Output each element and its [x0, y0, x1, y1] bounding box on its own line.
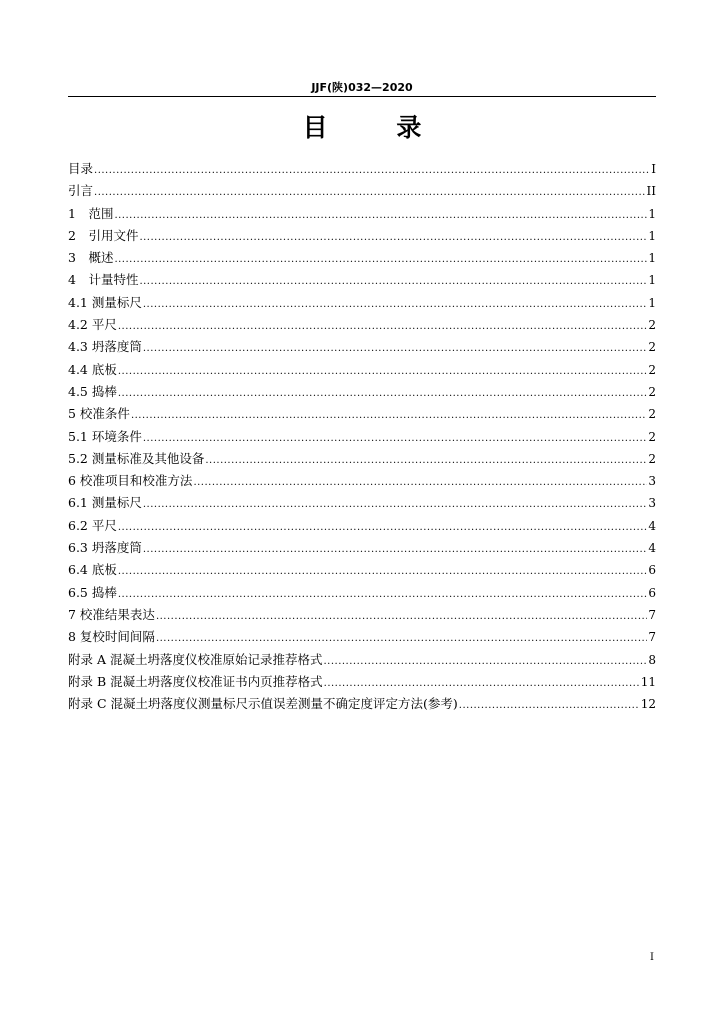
- toc-entry-page-number: 8: [648, 652, 656, 667]
- toc-entry-label: 目录: [68, 161, 94, 176]
- toc-entry-label: 6 校准项目和校准方法: [68, 473, 193, 489]
- toc-entry[interactable]: [68, 403, 656, 425]
- toc-entry[interactable]: [68, 381, 656, 403]
- toc-entry-label: 引言: [68, 183, 94, 199]
- toc-leader-dots: [94, 182, 646, 204]
- toc-entry-page-number: 2: [648, 429, 656, 444]
- toc-entry-page-number: 12: [640, 697, 656, 712]
- toc-entry[interactable]: [68, 671, 656, 693]
- toc-leader-dots: [139, 227, 647, 249]
- toc-leader-dots: [139, 271, 647, 293]
- toc-entry-label: 4.3 坍落度筒: [68, 339, 142, 355]
- toc-leader-dots: [118, 561, 648, 583]
- toc-title: 目 录: [302, 113, 452, 142]
- toc-entry-label: 附录 C 混凝土坍落度仪测量标尺示值误差测量不确定度评定方法(参考): [68, 696, 458, 712]
- page-number: I: [650, 952, 654, 963]
- toc-entry-page-number: 2: [648, 407, 656, 422]
- toc-entry-page-number: 6: [648, 585, 656, 600]
- toc-leader-dots: [143, 428, 648, 450]
- toc-entry[interactable]: [68, 314, 656, 336]
- toc-entry-page-number: 2: [648, 362, 656, 377]
- toc-entry[interactable]: [68, 203, 656, 225]
- toc-leader-dots: [323, 651, 647, 673]
- toc-leader-dots: [324, 673, 640, 695]
- toc-leader-dots: [114, 249, 647, 271]
- toc-entry-label: 4 计量特性: [68, 272, 139, 288]
- header-rule: [68, 96, 656, 97]
- toc-entry-label: 6.2 平尺: [68, 517, 117, 533]
- toc-entry-label: 6.5 捣棒: [68, 584, 117, 600]
- toc-entry[interactable]: [68, 470, 656, 492]
- document-code-header: JJF(陕)032—2020: [311, 81, 413, 94]
- toc-entry[interactable]: [68, 269, 656, 291]
- toc-entry[interactable]: [68, 582, 656, 604]
- toc-entry[interactable]: [68, 158, 656, 180]
- toc-leader-dots: [156, 628, 647, 650]
- toc-leader-dots: [459, 695, 640, 717]
- toc-entry-label: 4.1 测量标尺: [68, 294, 142, 310]
- toc-entry[interactable]: [68, 426, 656, 448]
- toc-entry[interactable]: [68, 225, 656, 247]
- toc-entry-page-number: 7: [648, 630, 656, 645]
- toc-entry-page-number: 7: [648, 607, 656, 622]
- toc-leader-dots: [118, 383, 648, 405]
- toc-entry-page-number: 2: [648, 318, 656, 333]
- table-of-contents: [68, 158, 656, 715]
- toc-entry-label: 5.2 测量标准及其他设备: [68, 450, 205, 466]
- toc-entry[interactable]: [68, 336, 656, 358]
- toc-entry[interactable]: [68, 180, 656, 202]
- toc-leader-dots: [94, 160, 650, 182]
- toc-leader-dots: [143, 294, 648, 316]
- toc-entry-page-number: 4: [648, 518, 656, 533]
- toc-leader-dots: [118, 517, 648, 539]
- toc-leader-dots: [131, 405, 647, 427]
- toc-leader-dots: [156, 606, 647, 628]
- toc-entry-page-number: 3: [648, 496, 656, 511]
- toc-leader-dots: [114, 205, 647, 227]
- toc-entry-label: 5 校准条件: [68, 406, 130, 422]
- toc-entry-label: 6.1 测量标尺: [68, 495, 142, 511]
- toc-entry-page-number: 3: [648, 474, 656, 489]
- toc-entry-page-number: I: [651, 162, 656, 176]
- toc-entry[interactable]: [68, 626, 656, 648]
- toc-entry[interactable]: [68, 292, 656, 314]
- toc-entry-label: 6.3 坍落度筒: [68, 540, 142, 556]
- toc-entry-label: 附录 B 混凝土坍落度仪校准证书内页推荐格式: [68, 673, 323, 689]
- toc-entry-page-number: 6: [648, 563, 656, 578]
- toc-entry-page-number: 1: [648, 295, 656, 310]
- toc-leader-dots: [205, 450, 647, 472]
- toc-leader-dots: [118, 584, 648, 606]
- toc-entry-page-number: 2: [648, 451, 656, 466]
- toc-entry[interactable]: [68, 448, 656, 470]
- toc-entry-page-number: 1: [648, 251, 656, 266]
- toc-entry-label: 7 校准结果表达: [68, 606, 155, 622]
- toc-entry[interactable]: [68, 604, 656, 626]
- toc-leader-dots: [143, 494, 648, 516]
- toc-entry-label: 8 复校时间间隔: [68, 629, 155, 645]
- toc-entry-label: 附录 A 混凝土坍落度仪校准原始记录推荐格式: [68, 651, 323, 667]
- toc-entry-page-number: 1: [648, 228, 656, 243]
- toc-entry-label: 3 概述: [68, 250, 114, 266]
- toc-entry[interactable]: [68, 492, 656, 514]
- toc-entry-label: 4.4 底板: [68, 361, 117, 377]
- toc-entry-page-number: 2: [648, 340, 656, 355]
- toc-entry-label: 6.4 底板: [68, 562, 117, 578]
- toc-entry-page-number: 1: [648, 273, 656, 288]
- toc-entry[interactable]: [68, 247, 656, 269]
- toc-entry-page-number: 11: [640, 674, 656, 689]
- toc-entry-label: 4.2 平尺: [68, 317, 117, 333]
- toc-leader-dots: [193, 472, 647, 494]
- toc-entry-page-number: II: [646, 184, 656, 199]
- toc-entry[interactable]: [68, 559, 656, 581]
- toc-entry-label: 2 引用文件: [68, 227, 139, 243]
- toc-leader-dots: [118, 361, 648, 383]
- toc-entry[interactable]: [68, 537, 656, 559]
- toc-entry[interactable]: [68, 359, 656, 381]
- toc-leader-dots: [143, 338, 648, 360]
- toc-entry-page-number: 4: [648, 541, 656, 556]
- toc-entry-label: 1 范围: [68, 205, 114, 221]
- toc-entry[interactable]: [68, 515, 656, 537]
- toc-entry[interactable]: [68, 693, 656, 715]
- toc-entry-label: 4.5 捣棒: [68, 383, 117, 399]
- toc-entry[interactable]: [68, 649, 656, 671]
- toc-leader-dots: [118, 316, 648, 338]
- toc-entry-page-number: 2: [648, 384, 656, 399]
- toc-entry-page-number: 1: [648, 206, 656, 221]
- toc-leader-dots: [143, 539, 648, 561]
- toc-entry-label: 5.1 环境条件: [68, 428, 142, 444]
